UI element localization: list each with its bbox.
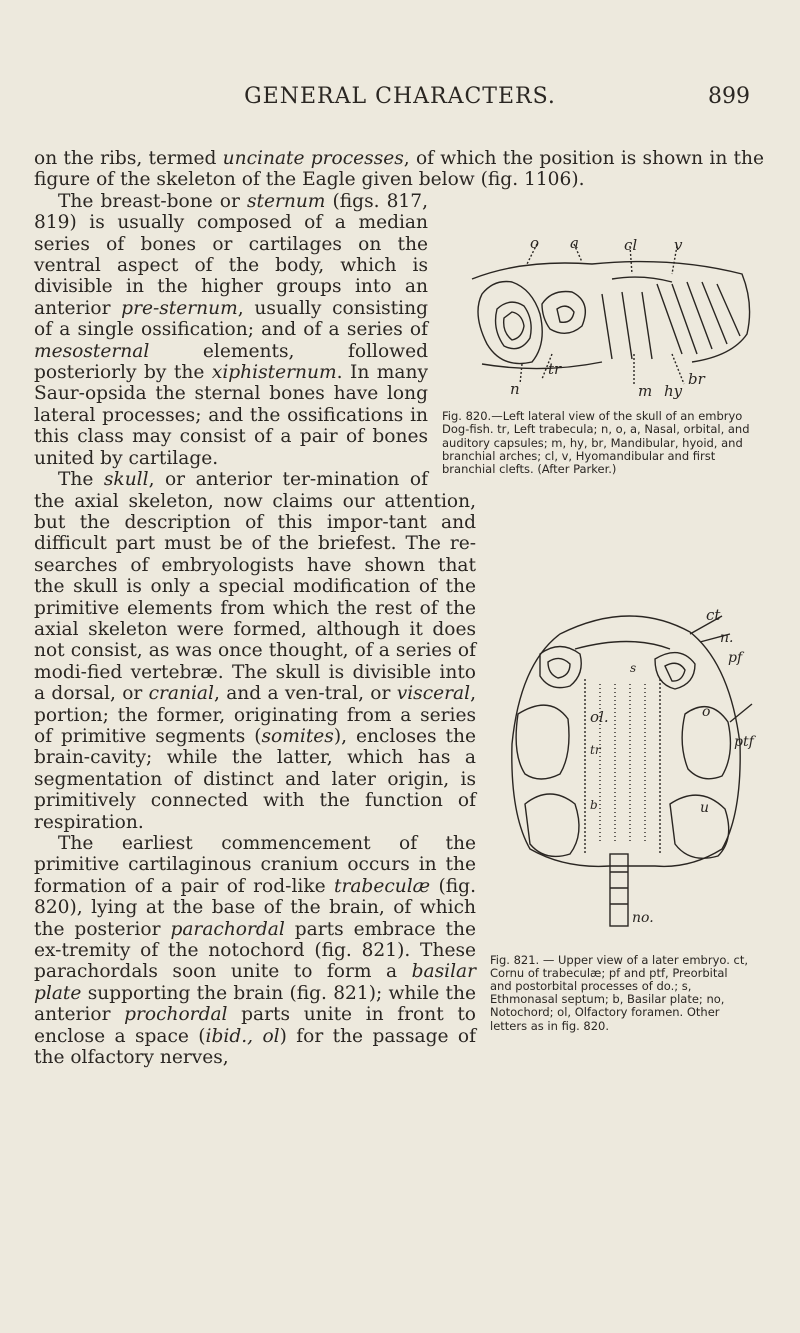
- paragraph-3: The skull, or anterior ter-mination of the axial skeleton, now claims our attention, but the description of this impor-tant and difficult part must be of the briefest. The re-searches of embryologists have shown that the skull is only a special modification of the primitive elements from which the rest of the axial skeleton were formed, although it does not consist, as was once thought, of a series of modi-fied vertebræ. The skull is divisible into a dorsal, or cranial, and a ven-tral, or visceral, portion; the former, originating from a series of primitive segments (somites), encloses the brain-cavity; while the latter, which has a segmentation of distinct and later origin, is primitively connected with the function of respiration.: [34, 469, 476, 833]
- figure-820: [442, 234, 764, 476]
- figure-820-drawing: [442, 234, 764, 399]
- fig820-label-a: a: [570, 233, 579, 252]
- fig820-label-tr: tr: [548, 359, 562, 378]
- figure-821-caption: Fig. 821. — Upper view of a later embryo. ct, Cornu of trabeculæ; pf and ptf, Preorbital and postorbital processes of do.; s, Ethmonasal septum; b, Basilar plate; no, Notochord; ol, Olfactory foramen. Other letters as in fig. 820.: [490, 952, 749, 1033]
- fig821-label-s: s: [630, 661, 637, 676]
- page-number: 899: [708, 84, 750, 109]
- fig821-label-b: b: [590, 798, 598, 813]
- fig820-label-m: m: [638, 381, 653, 399]
- body-text: [34, 148, 764, 1068]
- fig821-label-ct: ct: [706, 606, 721, 625]
- fig820-label-cl: cl: [624, 235, 638, 254]
- figure-821-drawing: [490, 604, 764, 944]
- fig821-label-ol: ol.: [590, 708, 609, 727]
- figure-820-caption: Fig. 820.—Left lateral view of the skull of an embryo Dog-fish. tr, Left trabecula; n, o, a, Nasal, orbital, and auditory capsules; m, hy, br, Mandibular, hyoid, and branchial arches; cl, v, Hyomandibular and first branchial clefts. (After Parker.): [442, 409, 750, 477]
- fig821-label-pf: pf: [728, 650, 743, 667]
- figure-821: [490, 604, 764, 1033]
- fig821-label-ptf: ptf: [734, 734, 754, 751]
- fig820-label-br: br: [688, 369, 705, 388]
- fig821-label-no: no.: [632, 910, 654, 927]
- running-title: GENERAL CHARACTERS.: [244, 84, 556, 109]
- fig821-label-tr: tr: [590, 743, 601, 758]
- paragraph-4: The earliest commencement of the primitive cartilaginous cranium occurs in the formation of a pair of rod-like trabeculæ (fig. 820), lying at the base of the brain, of which the posterior parachordal parts embrace the ex-tremity of the notochord (fig. 821). These parachordals soon unite to form a basilar plate supporting the brain (fig. 821); while the anterior prochordal parts unite in front to enclose a space (ibid., ol) for the passage of the olfactory nerves,: [34, 833, 476, 1069]
- fig820-label-o: o: [530, 233, 540, 252]
- fig820-label-hy: hy: [664, 381, 683, 399]
- fig821-label-n: n.: [720, 630, 734, 647]
- fig820-label-n: n: [510, 379, 520, 398]
- fig821-label-o: o: [702, 704, 711, 721]
- fig820-label-v: v: [674, 235, 683, 254]
- paragraph-1: on the ribs, termed uncinate processes, of which the position is shown in the figure of the skeleton of the Eagle given below (fig. 1106).: [34, 148, 764, 191]
- paragraph-2: The breast-bone or sternum (figs. 817, 819) is usually composed of a median series of bones or cartilages on the ventral aspect of the body, which is divisible in the higher groups into an anterior pre-sternum, usually consisting of a single ossification; and of a series of mesosternal elements, followed posteriorly by the xiphisternum. In many Saur-opsida the sternal bones have long lateral processes; and the ossifications in this class may consist of a pair of bones united by cartilage.: [34, 190, 428, 469]
- running-head: [0, 84, 800, 114]
- fig821-label-u: u: [700, 800, 710, 817]
